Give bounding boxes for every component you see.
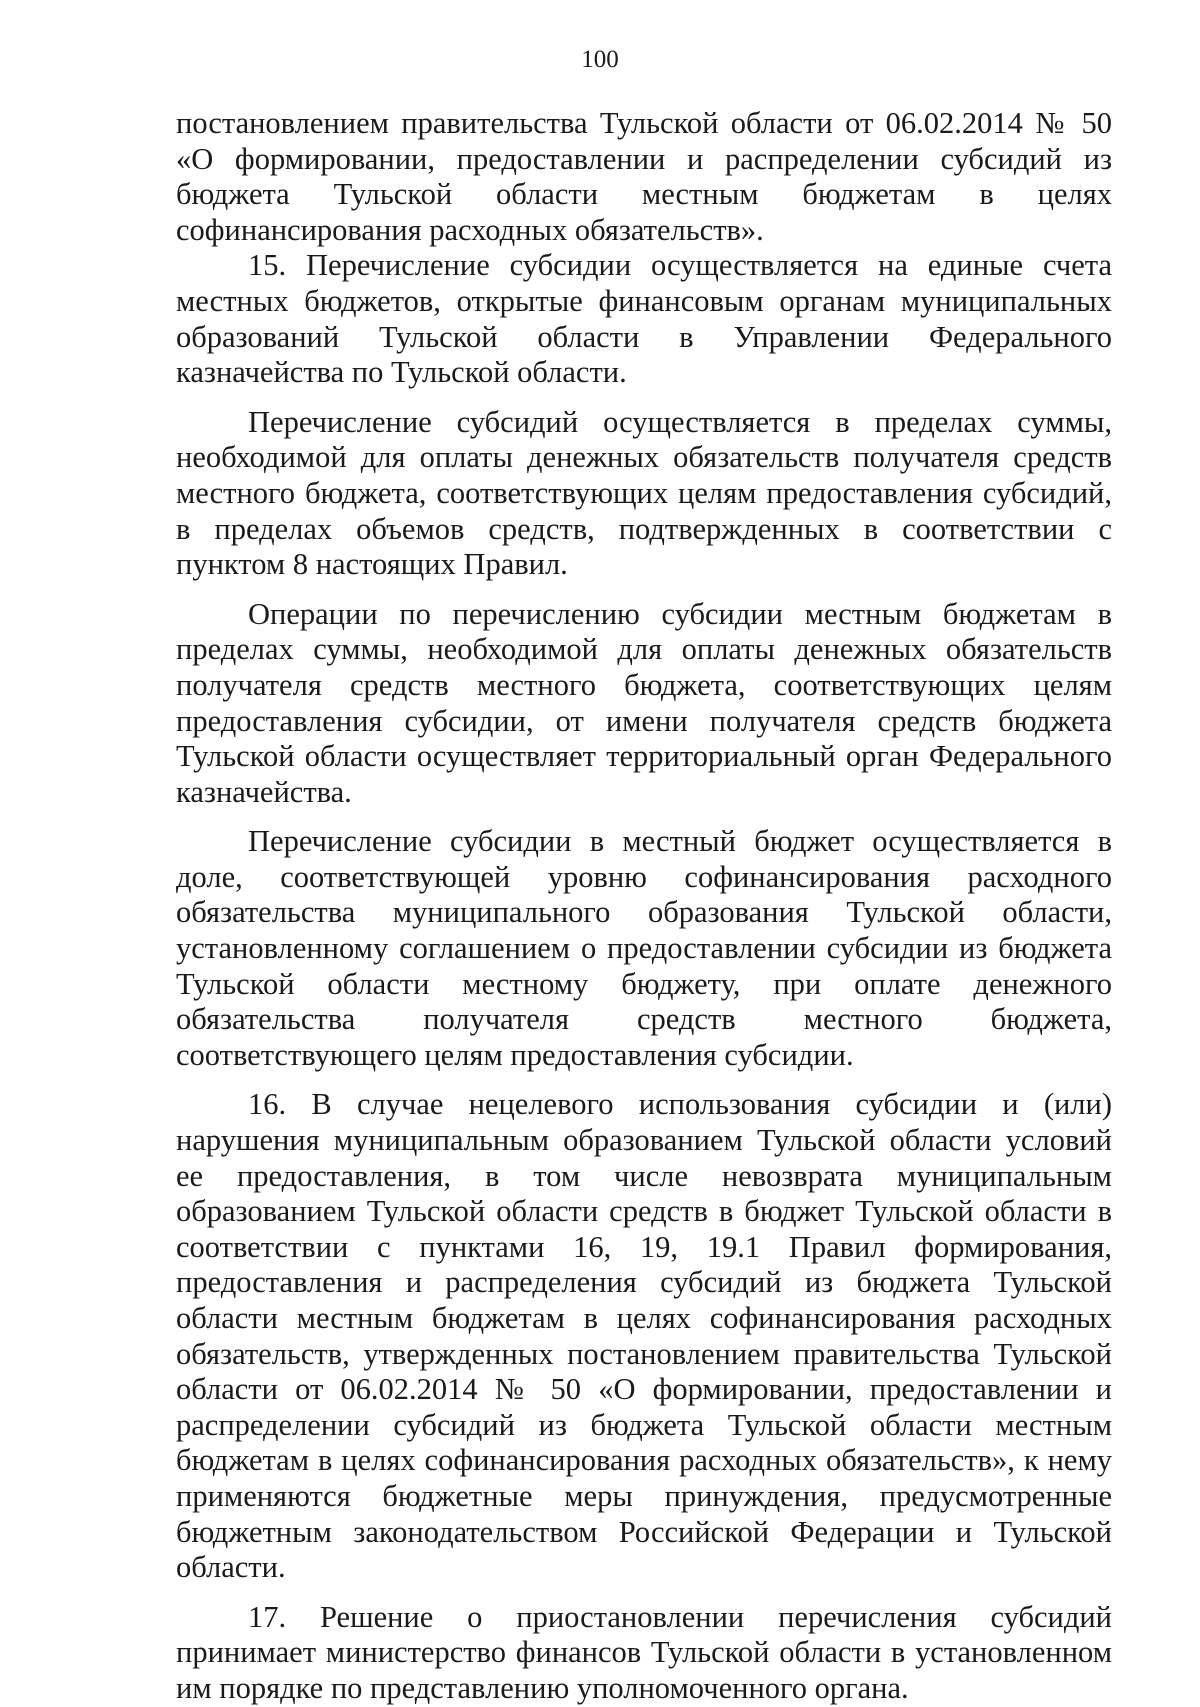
paragraph-continuation: постановлением правительства Тульской области от 06.02.2014 № 50 «О формировании, предоставлении и распределении субсидий из бюджета Тульской области местным бюджетам в целях софинансирования расходных обязательств».	[176, 106, 1112, 247]
document-body	[176, 106, 1112, 1707]
paragraph-item-16: 16. В случае нецелевого использования субсидии и (или) нарушения муниципальным образованием Тульской области условий ее предоставления, в том числе невозврата муниципальным образованием Тульской области средств в бюджет Тульской области в соответствии с пунктами 16, 19, 19.1 Правил формирования, предоставления и распределения субсидий из бюджета Тульской области местным бюджетам в целях софинансирования расходных обязательств, утвержденных постановлением правительства Тульской области от 06.02.2014 № 50 «О формировании, предоставлении и распределении субсидий из бюджета Тульской области местным бюджетам в целях софинансирования расходных обязательств», к нему применяются бюджетные меры принуждения, предусмотренные бюджетным законодательством Российской Федерации и Тульской области.	[176, 1087, 1112, 1585]
paragraph-item-15: 15. Перечисление субсидии осуществляется на единые счета местных бюджетов, открытые финансовым органам муниципальных образований Тульской области в Управлении Федерального казначейства по Тульской области.	[176, 248, 1112, 390]
paragraph-transfer-limits: Перечисление субсидий осуществляется в пределах суммы, необходимой для оплаты денежных обязательств получателя средств местного бюджета, соответствующих целям предоставления субсидий, в пределах объемов средств, подтвержденных в соответствии с пунктом 8 настоящих Правил.	[176, 404, 1112, 582]
page-number: 100	[581, 46, 619, 73]
paragraph-transfer-operations: Операции по перечислению субсидии местным бюджетам в пределах суммы, необходимой для оплаты денежных обязательств получателя средств местного бюджета, соответствующих целям предоставления субсидии, от имени получателя средств бюджета Тульской области осуществляет территориальный орган Федерального казначейства.	[176, 596, 1112, 809]
paragraph-item-17: 17. Решение о приостановлении перечисления субсидий принимает министерство финансов Тульской области в установленном им порядке по представлению уполномоченного органа.	[176, 1599, 1112, 1705]
paragraph-transfer-share: Перечисление субсидии в местный бюджет осуществляется в доле, соответствующей уровню софинансирования расходного обязательства муниципального образования Тульской области, установленному соглашением о предоставлении субсидии из бюджета Тульской области местному бюджету, при оплате денежного обязательства получателя средств местного бюджета, соответствующего целям предоставления субсидии.	[176, 824, 1112, 1072]
